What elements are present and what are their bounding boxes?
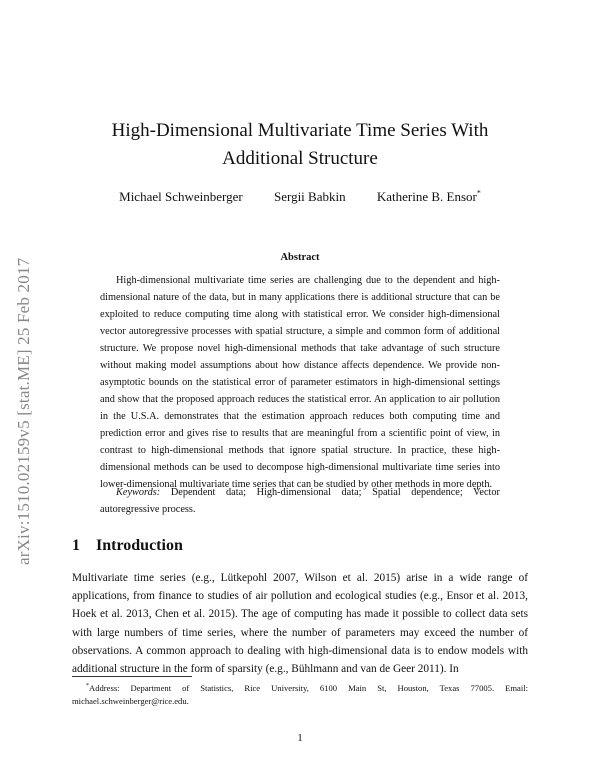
- footnote-text: Address: Department of Statistics, Rice University, 6100 Main St, Houston, Texas 77005. Email: michael.schweinberger@rice.edu.: [72, 682, 528, 706]
- author-1: Michael Schweinberger: [119, 189, 243, 205]
- section-heading: [72, 537, 183, 555]
- keywords-label: Keywords:: [116, 487, 161, 498]
- title-line-1: High-Dimensional Multivariate Time Series With: [111, 120, 489, 141]
- abstract-heading: Abstract: [280, 252, 320, 263]
- author-list: [70, 189, 530, 205]
- footnote: [72, 680, 528, 708]
- footnote-rule: [72, 676, 192, 677]
- paper-title: [70, 117, 530, 173]
- abstract-text: High-dimensional multivariate time series are challenging due to the dependent and high-dimensional nature of the data, but in many applications there is additional structure that can be exploited to reduce computing time along with statistical error. We consider high-dimensional vector autoregressive processes with spatial structure, a simple and common form of additional structure. We propose novel high-dimensional methods that take advantage of such structure without making model assumptions about how distance affects dependence. We provide non-asymptotic bounds on the statistical error of parameter estimators in high-dimensional settings and show that the proposed approach reduces the statistical error. An application to air pollution in the U.S.A. demonstrates that the estimation approach reduces both computing time and prediction error and gives rise to results that are meaningful from a scientific point of view, in contrast to high-dimensional methods that ignore spatial structure. In practice, these high-dimensional methods can be used to decompose high-dimensional multivariate time series into lower-dimensional multivariate time series that can be studied by other methods in more depth.: [100, 275, 500, 490]
- section-title: Introduction: [96, 537, 183, 554]
- author-footnote-mark: *: [476, 189, 481, 198]
- author-2: Sergii Babkin: [273, 189, 346, 205]
- introduction-paragraph: Multivariate time series (e.g., Lütkepohl 2007, Wilson et al. 2015) arise in a wide range of applications, from finance to studies of air pollution and ecological studies (e.g., Ensor et al. 2013, Hoek et al. 2013, Chen et al. 2015). The age of computing has made it possible to collect data sets with large numbers of time series, where the number of parameters may exceed the number of observations. A common approach to dealing with high-dimensional data is to endow models with additional structure in the form of sparsity (e.g., Bühlmann and van de Geer 2011). In: [72, 572, 528, 676]
- arxiv-identifier: arXiv:1510.02159v5 [stat.ME] 25 Feb 2017: [14, 257, 33, 565]
- keywords-text: Dependent data; High-dimensional data; Spatial dependence; Vector autoregressive process.: [100, 487, 500, 515]
- footnote-mark: *: [86, 683, 89, 689]
- title-line-2: Additional Structure: [222, 148, 378, 169]
- author-3: [377, 189, 481, 204]
- section-number: 1: [72, 537, 80, 554]
- keywords: [100, 484, 500, 518]
- author-3-name: Katherine B. Ensor: [376, 189, 477, 205]
- page-number: 1: [297, 732, 303, 744]
